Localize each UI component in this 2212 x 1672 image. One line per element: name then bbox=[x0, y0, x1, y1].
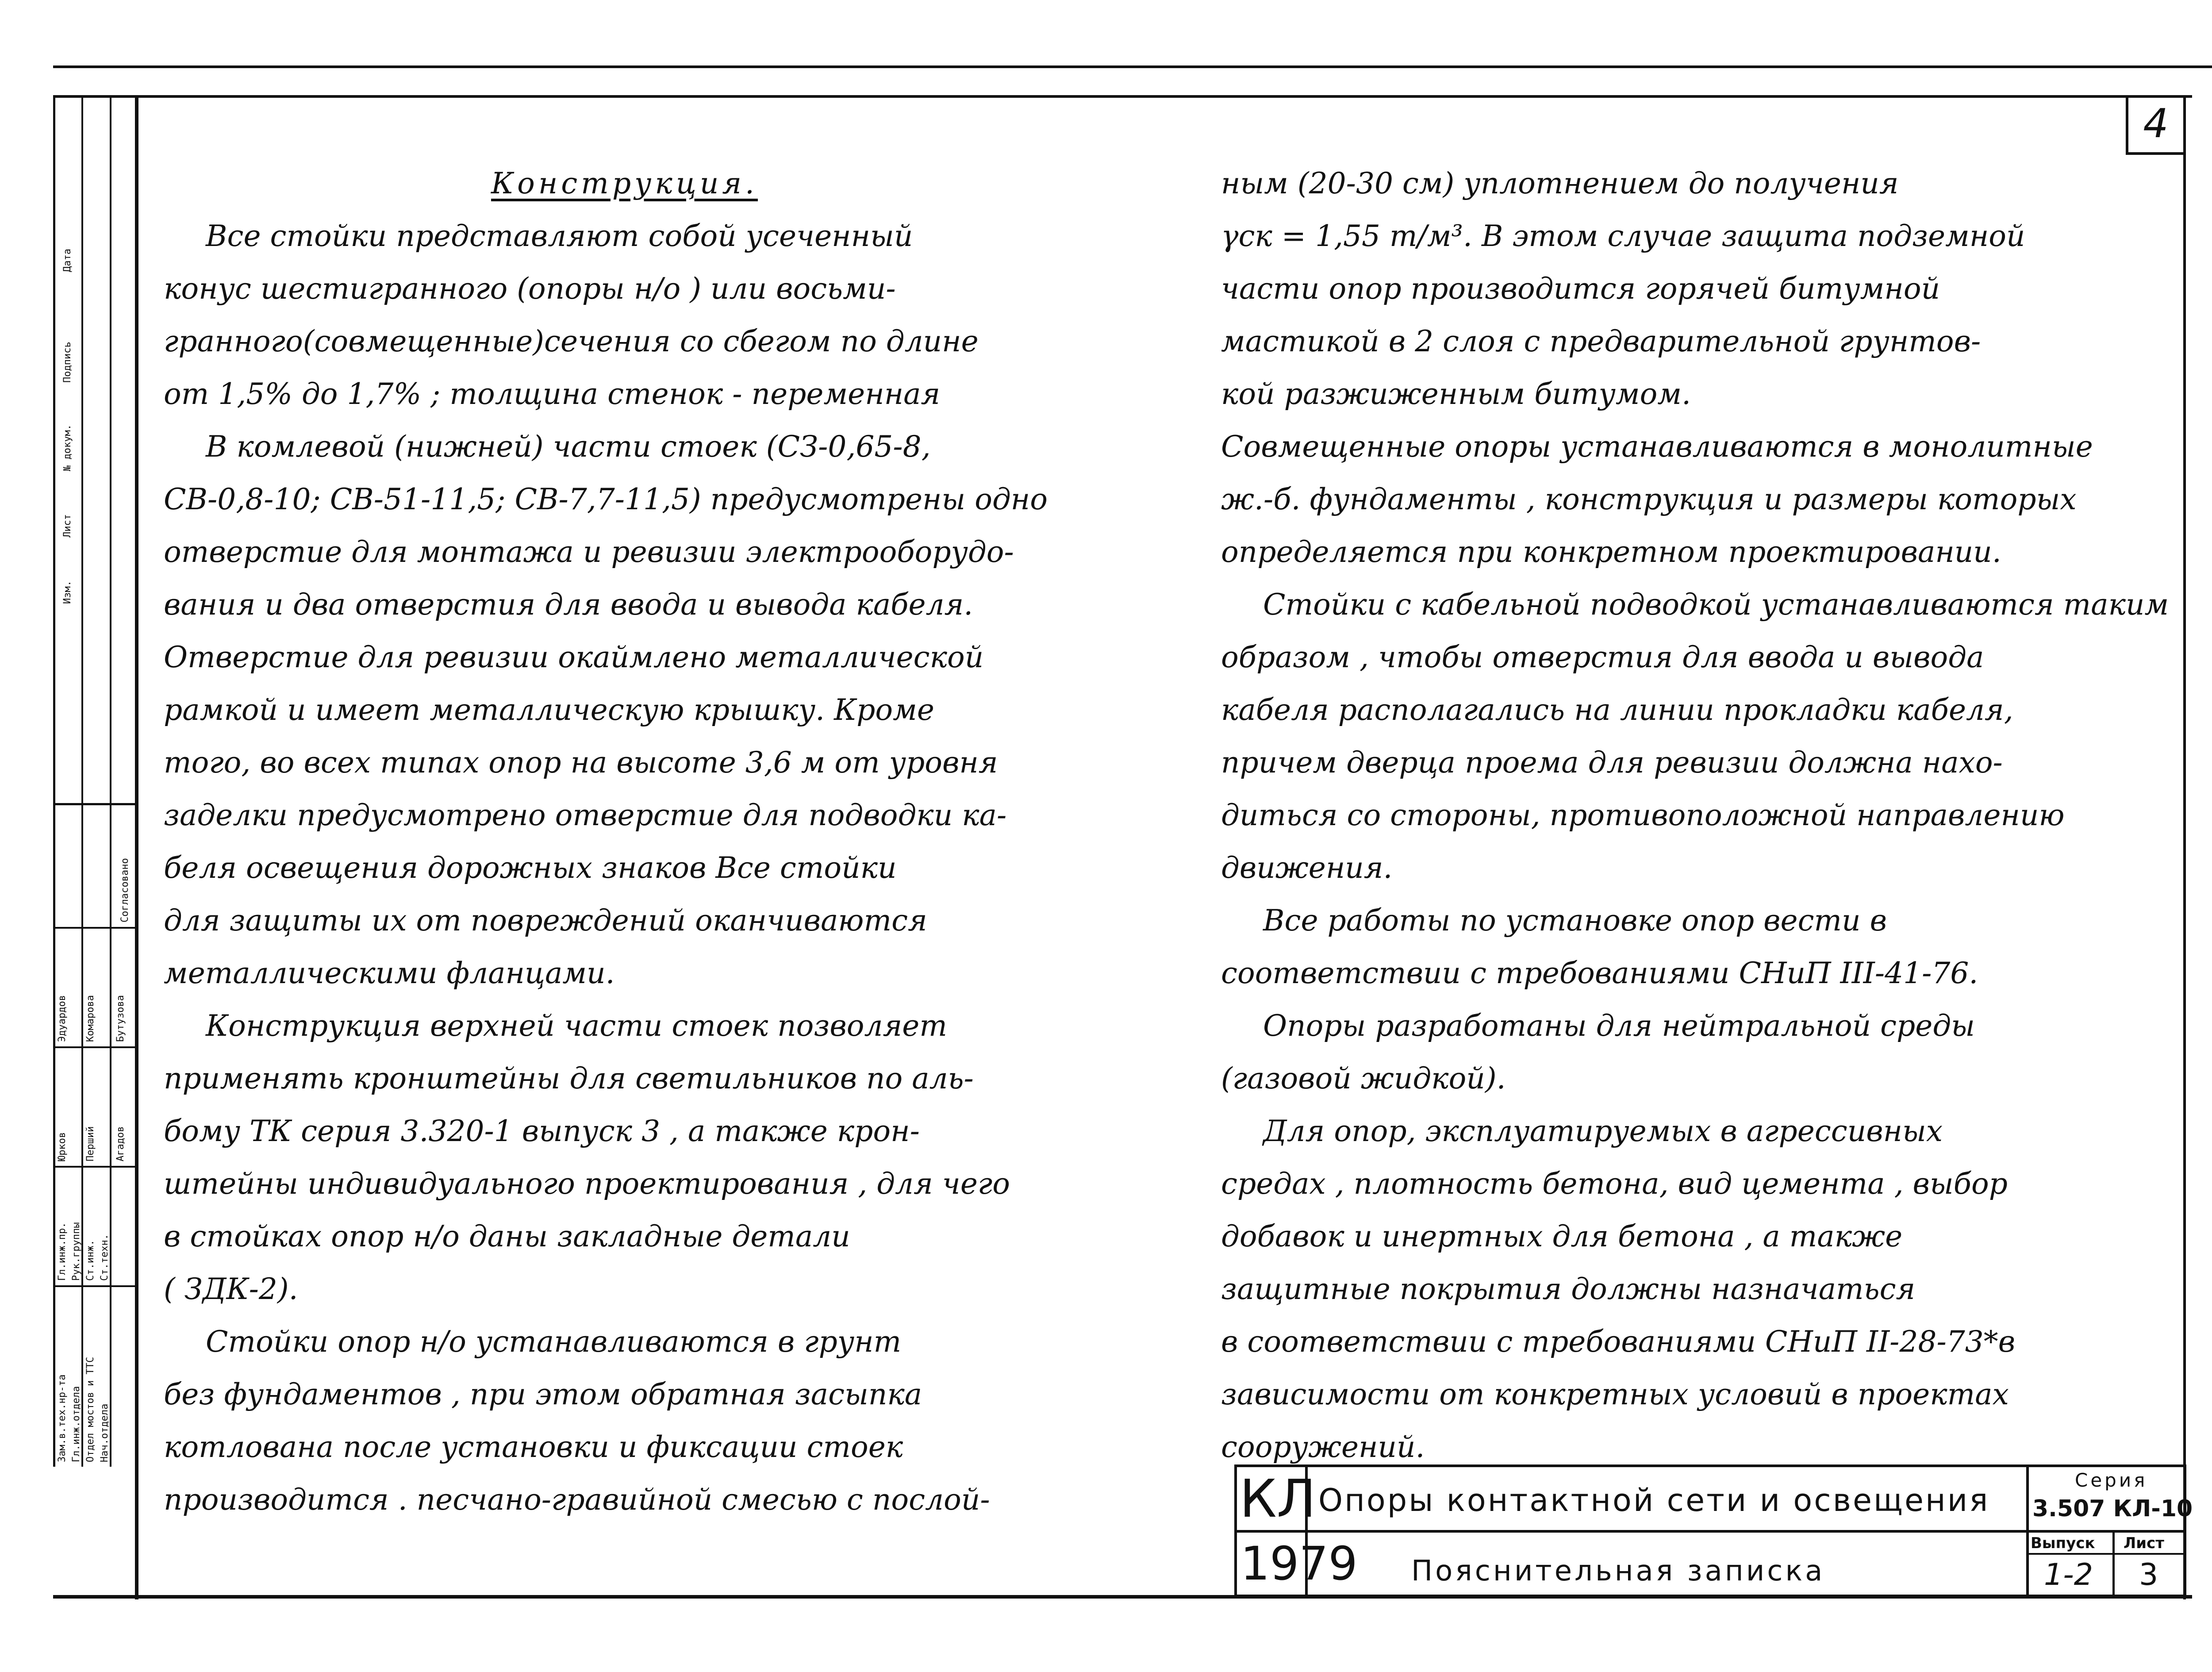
stamp-name-5: Бутузова bbox=[115, 995, 126, 1042]
text-line: Все стойки представляют собой усеченный bbox=[206, 219, 913, 253]
text-line: отверстие для монтажа и ревизии электрооборудо- bbox=[164, 535, 1014, 569]
text-line: производится . песчано-гравийной смесью с послой- bbox=[164, 1483, 990, 1517]
text-line: металлическими фланцами. bbox=[164, 956, 615, 990]
text-line: конус шестигранного (опоры н/о ) или восьми- bbox=[164, 272, 896, 306]
stamp-role-3: Нач.отдела bbox=[99, 1403, 110, 1462]
text-line: движения. bbox=[1221, 851, 1393, 885]
text-line: бому ТК серия 3.320-1 выпуск 3 , а также крон- bbox=[164, 1114, 920, 1148]
text-line: в стойках опор н/о даны закладные детали bbox=[164, 1219, 850, 1253]
text-line: без фундаментов , при этом обратная засыпка bbox=[164, 1377, 922, 1411]
stamp-header-4: Дата bbox=[62, 249, 73, 272]
text-line: ным (20-30 см) уплотнением до получения bbox=[1221, 166, 1899, 200]
approval-stamp-strip bbox=[53, 95, 138, 1467]
stamp-name-0: Юрков bbox=[57, 1132, 68, 1161]
top-border-line bbox=[53, 65, 2212, 68]
left-text-column bbox=[164, 157, 1203, 1526]
sheet-number: 4 bbox=[2143, 100, 2169, 147]
text-line: Опоры разработаны для нейтральной среды bbox=[1263, 1009, 1975, 1043]
text-line: от 1,5% до 1,7% ; толщина стенок - переменная bbox=[164, 377, 941, 411]
text-line: кой разжиженным битумом. bbox=[1221, 377, 1691, 411]
text-line: применять кронштейны для светильников по аль- bbox=[164, 1061, 974, 1095]
text-line: средах , плотность бетона, вид цемента , выбор bbox=[1221, 1167, 2008, 1201]
issue-value: 1-2 bbox=[2044, 1557, 2093, 1592]
title-year: 1979 bbox=[1240, 1537, 1358, 1591]
frame-top-line bbox=[53, 95, 2192, 98]
text-line: беля освещения дорожных знаков Все стойки bbox=[164, 851, 897, 885]
text-line: котлована после установки и фиксации стоек bbox=[164, 1430, 903, 1464]
text-line: заделки предусмотрено отверстие для подводки ка- bbox=[164, 798, 1007, 832]
text-line: сооружений. bbox=[1221, 1430, 1425, 1464]
stamp-role-4: Гл.инж.пр. bbox=[57, 1222, 68, 1281]
stamp-header-2: № докум. bbox=[62, 424, 73, 471]
stamp-agreed: Согласовано bbox=[119, 858, 131, 922]
text-line: Совмещенные опоры устанавливаются в монолитные bbox=[1221, 430, 2093, 464]
text-line: мастикой в 2 слоя с предварительной грунтов- bbox=[1221, 324, 1981, 358]
text-line: рамкой и имеет металлическую крышку. Кроме bbox=[164, 693, 934, 727]
stamp-role-5: Рук.группы bbox=[71, 1222, 82, 1281]
text-line: зависимости от конкретных условий в проектах bbox=[1221, 1377, 2009, 1411]
title-subtitle: Пояснительная записка bbox=[1411, 1555, 1825, 1587]
title-code: КЛ bbox=[1240, 1468, 1316, 1529]
text-line: ( ЗДК-2). bbox=[164, 1272, 298, 1306]
text-line: Стойки с кабельной подводкой устанавливаются таким bbox=[1263, 588, 2169, 622]
title-main: Опоры контактной сети и освещения bbox=[1318, 1482, 1990, 1518]
sheet-label: Лист bbox=[2124, 1534, 2164, 1552]
text-line: защитные покрытия должны назначаться bbox=[1221, 1272, 1916, 1306]
text-line: (газовой жидкой). bbox=[1221, 1061, 1506, 1095]
text-line: Стойки опор н/о устанавливаются в грунт bbox=[206, 1325, 902, 1359]
text-line: диться со стороны, противоположной направлению bbox=[1221, 798, 2065, 832]
stamp-header-1: Лист bbox=[62, 514, 73, 538]
text-line: образом , чтобы отверстия для ввода и вывода bbox=[1221, 640, 1984, 674]
text-line: Для опор, эксплуатируемых в агрессивных bbox=[1263, 1114, 1943, 1148]
stamp-role-7: Ст.техн. bbox=[99, 1234, 110, 1281]
text-line: гранного(совмещенные)сечения со сбегом по длине bbox=[164, 324, 979, 358]
frame-right-line bbox=[2183, 95, 2186, 1599]
title-block bbox=[1234, 1464, 2193, 1597]
text-line: вания и два отверстия для ввода и вывода кабеля. bbox=[164, 588, 973, 622]
text-line: ж.-б. фундаменты , конструкция и размеры которых bbox=[1221, 482, 2077, 516]
text-line: γск = 1,55 т/м³. В этом случае защита подземной bbox=[1221, 219, 2025, 253]
text-line: Все работы по установке опор вести в bbox=[1263, 903, 1887, 938]
stamp-name-1: Перший bbox=[85, 1126, 96, 1161]
text-line: СВ-0,8-10; СВ-51-11,5; СВ-7,7-11,5) предусмотрены одно bbox=[164, 482, 1048, 516]
text-line: кабеля располагались на линии прокладки кабеля, bbox=[1221, 693, 2013, 727]
stamp-role-1: Гл.инж.отдела bbox=[71, 1386, 82, 1462]
text-line: соответствии с требованиями СНиП III-41-76. bbox=[1221, 956, 1978, 990]
text-line: Отверстие для ревизии окаймлено металлической bbox=[164, 640, 984, 674]
text-line: определяется при конкретном проектировании. bbox=[1221, 535, 2001, 569]
text-line: причем дверца проема для ревизии должна нахо- bbox=[1221, 746, 2003, 780]
stamp-role-0: Зам.в.тех.нр-та bbox=[57, 1374, 68, 1462]
stamp-role-2: Отдел мостов и ТТС bbox=[85, 1357, 96, 1462]
stamp-name-3: Эдуардов bbox=[57, 995, 68, 1042]
stamp-name-2: Агадов bbox=[115, 1126, 126, 1161]
stamp-header-3: Подпись bbox=[62, 342, 73, 383]
text-line: добавок и инертных для бетона , а также bbox=[1221, 1219, 1903, 1253]
text-line: того, во всех типах опор на высоте 3,6 м от уровня bbox=[164, 746, 998, 780]
stamp-header-0: Изм. bbox=[62, 580, 73, 604]
text-line: штейны индивидуального проектирования , для чего bbox=[164, 1167, 1010, 1201]
section-heading: Конструкция. bbox=[491, 166, 758, 200]
right-text-column bbox=[1221, 157, 2181, 1473]
sheet-value: 3 bbox=[2139, 1557, 2158, 1592]
text-line: части опор производится горячей битумной bbox=[1221, 272, 1940, 306]
series-value: 3.507 КЛ-10 bbox=[2032, 1495, 2193, 1522]
text-line: в соответствии с требованиями СНиП II-28-73*в bbox=[1221, 1325, 2016, 1359]
stamp-role-6: Ст.инж. bbox=[85, 1240, 96, 1281]
text-line: В комлевой (нижней) части стоек (СЗ-0,65-8, bbox=[206, 430, 931, 464]
text-line: для защиты их от повреждений оканчиваются bbox=[164, 903, 927, 938]
series-label: Серия bbox=[2075, 1469, 2148, 1491]
issue-label: Выпуск bbox=[2031, 1534, 2095, 1552]
text-line: Конструкция верхней части стоек позволяет bbox=[206, 1009, 947, 1043]
stamp-name-4: Комарова bbox=[85, 995, 96, 1042]
